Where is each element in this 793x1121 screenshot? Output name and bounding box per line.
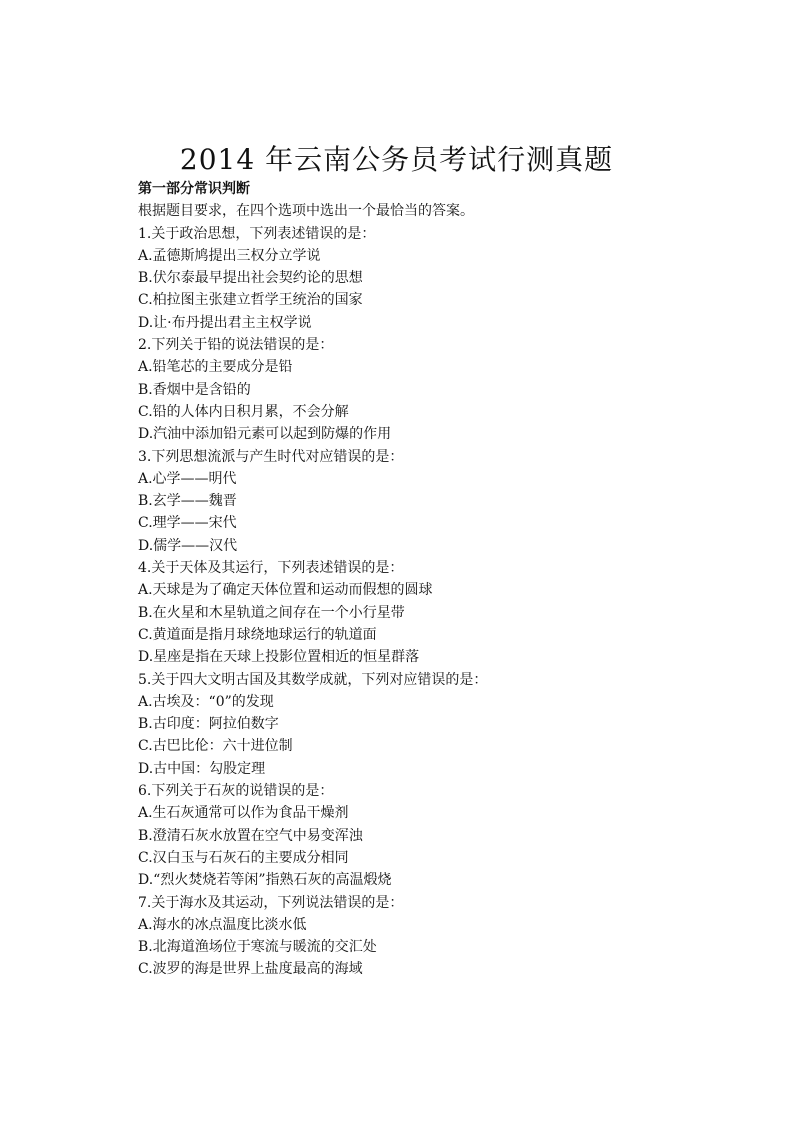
question-stem: 4.关于天体及其运行，下列表述错误的是： bbox=[138, 560, 404, 577]
instructions-text: 根据题目要求，在四个选项中选出一个最恰当的答案。 bbox=[138, 203, 474, 220]
question-stem: 3.下列思想流派与产生时代对应错误的是： bbox=[138, 448, 404, 465]
answer-option-c: C.古巴比伦：六十进位制 bbox=[138, 738, 293, 755]
question-6 bbox=[138, 780, 738, 891]
question-7 bbox=[138, 892, 738, 981]
answer-option-d: D.古中国：勾股定理 bbox=[138, 760, 266, 777]
answer-option-c: C.铅的人体内日积月累，不会分解 bbox=[138, 403, 349, 420]
answer-option-a: A.海水的冰点温度比淡水低 bbox=[138, 916, 307, 933]
answer-option-c: C.汉白玉与石灰石的主要成分相同 bbox=[138, 849, 349, 866]
answer-option-b: B.香烟中是含铅的 bbox=[138, 381, 251, 398]
answer-option-c: C.黄道面是指月球绕地球运行的轨道面 bbox=[138, 626, 377, 643]
answer-option-c: C.柏拉图主张建立哲学王统治的国家 bbox=[138, 292, 363, 309]
answer-option-b: B.玄学——魏晋 bbox=[138, 493, 237, 510]
question-stem: 7.关于海水及其运动，下列说法错误的是： bbox=[138, 894, 404, 911]
answer-option-c: C.理学——宋代 bbox=[138, 515, 237, 532]
answer-option-c: C.波罗的海是世界上盐度最高的海域 bbox=[138, 961, 363, 978]
question-stem: 6.下列关于石灰的说错误的是： bbox=[138, 783, 334, 800]
answer-option-a: A.心学——明代 bbox=[138, 470, 237, 487]
answer-option-b: B.伏尔泰最早提出社会契约论的思想 bbox=[138, 270, 363, 287]
answer-option-d: D.儒学——汉代 bbox=[138, 537, 238, 554]
question-2 bbox=[138, 334, 738, 445]
document-body bbox=[138, 178, 738, 981]
answer-option-a: A.孟德斯鸠提出三权分立学说 bbox=[138, 247, 321, 264]
answer-option-b: B.在火星和木星轨道之间存在一个小行星带 bbox=[138, 604, 405, 621]
answer-option-d: D.让·布丹提出君主主权学说 bbox=[138, 314, 312, 331]
question-3 bbox=[138, 446, 738, 557]
answer-option-b: B.古印度：阿拉伯数字 bbox=[138, 716, 279, 733]
question-stem: 5.关于四大文明古国及其数学成就，下列对应错误的是： bbox=[138, 671, 488, 688]
answer-option-b: B.北海道渔场位于寒流与暖流的交汇处 bbox=[138, 939, 377, 956]
answer-option-a: A.古埃及：“0”的发现 bbox=[138, 693, 274, 710]
answer-option-d: D.“烈火焚烧若等闲”指熟石灰的高温煅烧 bbox=[138, 872, 392, 889]
question-stem: 2.下列关于铅的说法错误的是： bbox=[138, 337, 334, 354]
document-title: 2014 年云南公务员考试行测真题 bbox=[179, 143, 614, 176]
answer-option-d: D.汽油中添加铅元素可以起到防爆的作用 bbox=[138, 426, 392, 443]
question-1 bbox=[138, 223, 738, 334]
answer-option-a: A.天球是为了确定天体位置和运动而假想的圆球 bbox=[138, 582, 433, 599]
question-stem: 1.关于政治思想，下列表述错误的是： bbox=[138, 225, 376, 242]
question-4 bbox=[138, 557, 738, 668]
section-heading: 第一部分常识判断 bbox=[138, 181, 250, 197]
answer-option-d: D.星座是指在天球上投影位置相近的恒星群落 bbox=[138, 649, 420, 666]
answer-option-a: A.生石灰通常可以作为食品干燥剂 bbox=[138, 805, 349, 822]
answer-option-a: A.铅笔芯的主要成分是铅 bbox=[138, 359, 293, 376]
question-5 bbox=[138, 669, 738, 780]
answer-option-b: B.澄清石灰水放置在空气中易变浑浊 bbox=[138, 827, 363, 844]
